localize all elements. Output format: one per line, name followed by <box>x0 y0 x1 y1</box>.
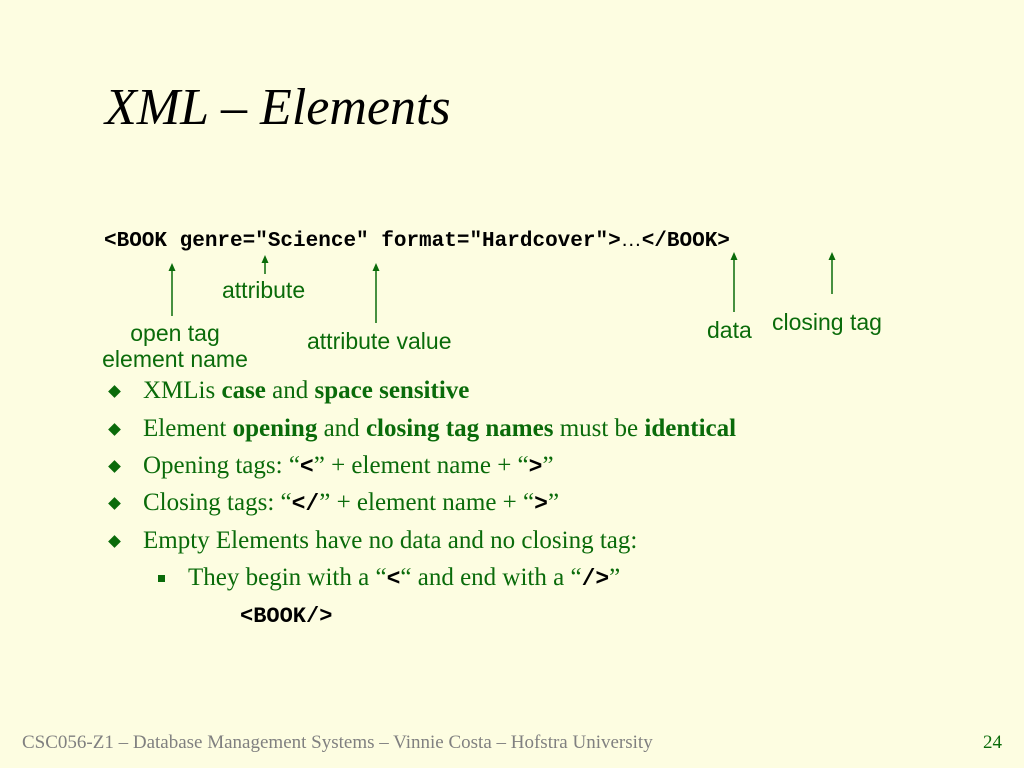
arrow-attribute-value <box>373 263 380 323</box>
code-ellipsis: … <box>620 228 642 251</box>
bullet-text: Opening tags: “<” + element name + “>” <box>143 452 554 480</box>
label-open-tag <box>92 320 258 372</box>
slide-title: XML – Elements <box>105 79 451 136</box>
sub-bullet-text: They begin with a “<“ and end with a “/>” <box>188 564 621 592</box>
slide-footer: CSC056-Z1 – Database Management Systems – Vinnie Costa – Hofstra University <box>22 732 653 753</box>
bullet-text: Closing tags: “</” + element name + “>” <box>143 489 560 517</box>
arrow-attribute <box>262 255 269 274</box>
page-number: 24 <box>983 732 1002 753</box>
label-data: data <box>707 317 752 343</box>
bullet-text: XMLis case and space sensitive <box>143 377 470 404</box>
empty-element-example: <BOOK/> <box>240 604 333 629</box>
label-closing-tag: closing tag <box>772 309 882 335</box>
label-open-tag-line2: element name <box>102 346 248 372</box>
bullet-text: Element opening and closing tag names must be identical <box>143 415 737 442</box>
code-open-tag: <BOOK genre="Science" format="Hardcover"> <box>104 230 621 253</box>
square-bullet-icon <box>158 575 165 582</box>
label-attribute: attribute <box>222 277 306 303</box>
label-open-tag-line1: open tag <box>130 320 220 346</box>
bullet-text: Empty Elements have no data and no closing tag: <box>143 527 638 554</box>
code-close-tag: </BOOK> <box>641 230 730 253</box>
arrow-closing-tag <box>829 252 836 294</box>
arrow-open-tag <box>169 263 176 316</box>
label-attribute-value: attribute value <box>307 328 452 354</box>
arrow-data <box>731 252 738 312</box>
